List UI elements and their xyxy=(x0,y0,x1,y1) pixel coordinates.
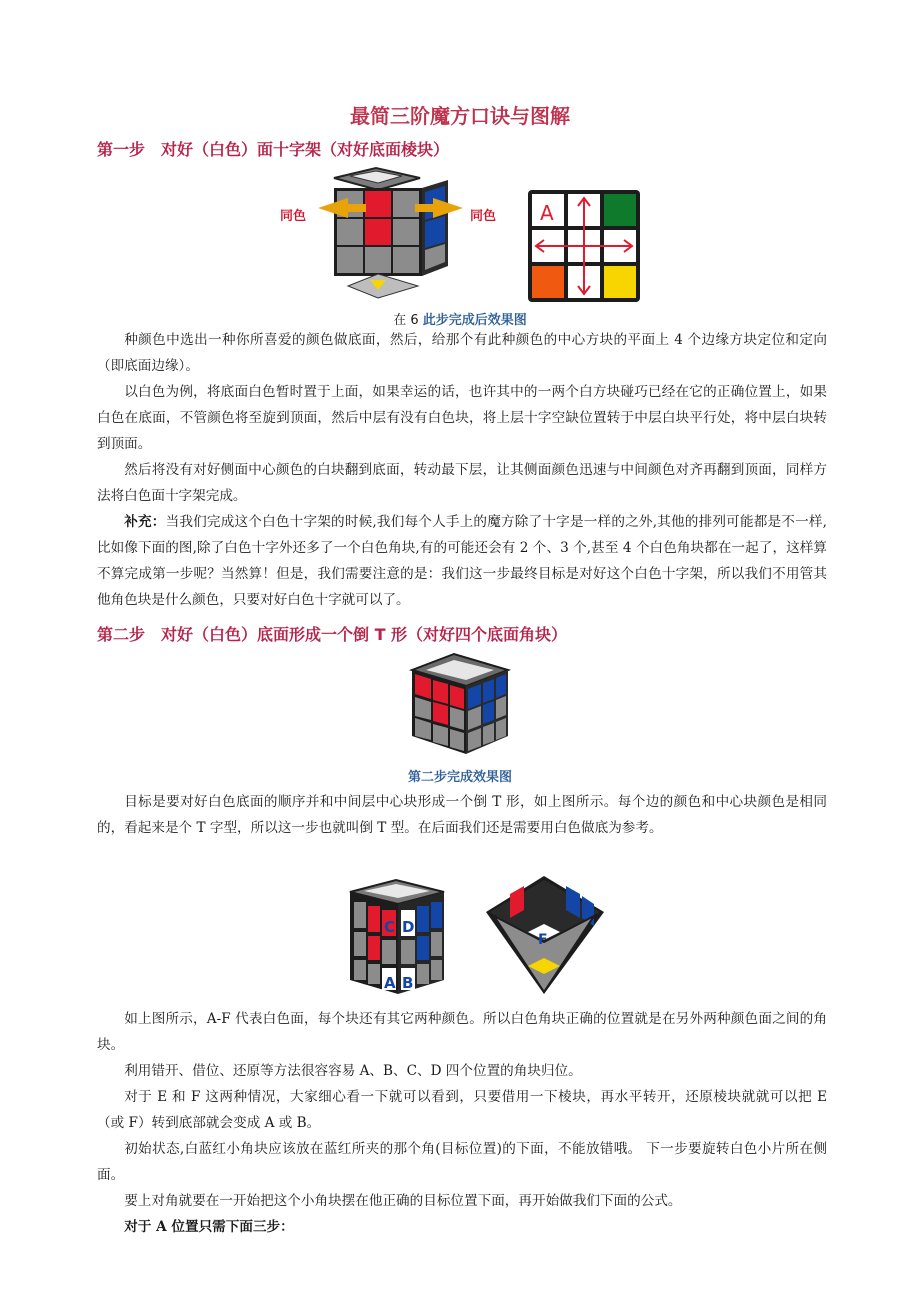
grid-label-a: A xyxy=(540,201,554,225)
step1-grid-figure xyxy=(528,190,640,302)
same-color-label-left: 同色 xyxy=(280,209,307,224)
step2-paragraph-6: 要上对角就要在一开始把这个小角块摆在他正确的目标位置下面，再开始做我们下面的公式。 xyxy=(124,1193,682,1209)
step1-caption: 在 6 此步完成后效果图 xyxy=(393,313,527,328)
position-label-b: B xyxy=(402,974,414,992)
step2-cube-figure xyxy=(404,650,516,758)
step1-paragraph-1: 种颜色中选出一种你所喜爱的颜色做底面，然后，给那个有此种颜色的中心方块的平面上 4 个边缘方块定位和定向（即底面边缘）。 xyxy=(97,332,827,374)
step2-paragraph-5: 初始状态,白蓝红小角块应该放在蓝红所夹的那个角(目标位置)的下面，不能放错哦。 下一步要旋转白色小片所在侧面。 xyxy=(97,1141,827,1183)
position-label-f: F xyxy=(538,932,548,948)
step1-paragraph-2: 以白色为例，将底面白色暂时置于上面，如果幸运的话，也许其中的一两个白方块碰巧已经在它的正确位置上，如果白色在底面，不管颜色将至旋到顶面，然后中层有没有白色块，将上层十字空缺位置转于中层白块平行处，将中层白块转到顶面。 xyxy=(97,384,827,452)
step2-paragraph-1: 目标是要对好白色底面的顺序并和中间层中心块形成一个倒 T 形，如上图所示。每个边的颜色和中心块颜色是相同的，看起来是个 T 字型，所以这一步也就叫倒 T 型。在后面我们还是需要用白色做底为参考。 xyxy=(97,794,827,836)
step2-paragraph-7: 对于 A 位置只需下面三步： xyxy=(124,1219,294,1235)
step1-paragraph-3: 然后将没有对好侧面中心颜色的白块翻到底面，转动最下层，让其侧面颜色迅速与中间颜色对齐再翻到顶面，同样方法将白色面十字架完成。 xyxy=(97,462,827,504)
step2-heading: 第二步 对好（白色）底面形成一个倒 T 形（对好四个底面角块） xyxy=(97,625,568,644)
step1-supplement: 补充：当我们完成这个白色十字架的时候,我们每个人手上的魔方除了十字是一样的之外,其他的排列可能都是不一样,比如像下面的图,除了白色十字外还多了一个白色角块,有的可能还会有 2 个、3 个,甚至 4 个白色角块都在一起了，这样算不算完成第一步呢？当然算！但是，我们需要注意的是：我们这一步最终目标是对好这个白色十字架，所以我们不用管其他角色块是什么颜色，只要对好白色十字就可以了。 xyxy=(97,514,827,608)
step2-paragraph-2: 如上图所示，A-F 代表白色面，每个块还有其它两种颜色。所以白色角块正确的位置就是在另外两种颜色面之间的角块。 xyxy=(97,1011,827,1053)
step1-cube-figure xyxy=(278,164,503,304)
step1-heading: 第一步 对好（白色）面十字架（对好底面棱块） xyxy=(97,140,450,159)
step2-paragraph-3: 利用错开、借位、还原等方法很容容易 A、B、C、D 四个位置的角块归位。 xyxy=(124,1063,582,1079)
step2-paragraph-4: 对于 E 和 F 这两种情况，大家细心看一下就可以看到，只要借用一下棱块，再水平转开，还原棱块就就可以把 E（或 F）转到底部就会变成 A 或 B。 xyxy=(97,1089,827,1131)
position-label-c: C xyxy=(384,918,396,936)
step2-caption: 第二步完成效果图 xyxy=(407,770,512,785)
step2-position-figure xyxy=(344,876,616,1000)
position-label-a: A xyxy=(384,974,396,992)
same-color-label-right: 同色 xyxy=(470,209,497,224)
position-label-d: D xyxy=(402,918,415,936)
page-title: 最简三阶魔方口诀与图解 xyxy=(350,104,570,128)
